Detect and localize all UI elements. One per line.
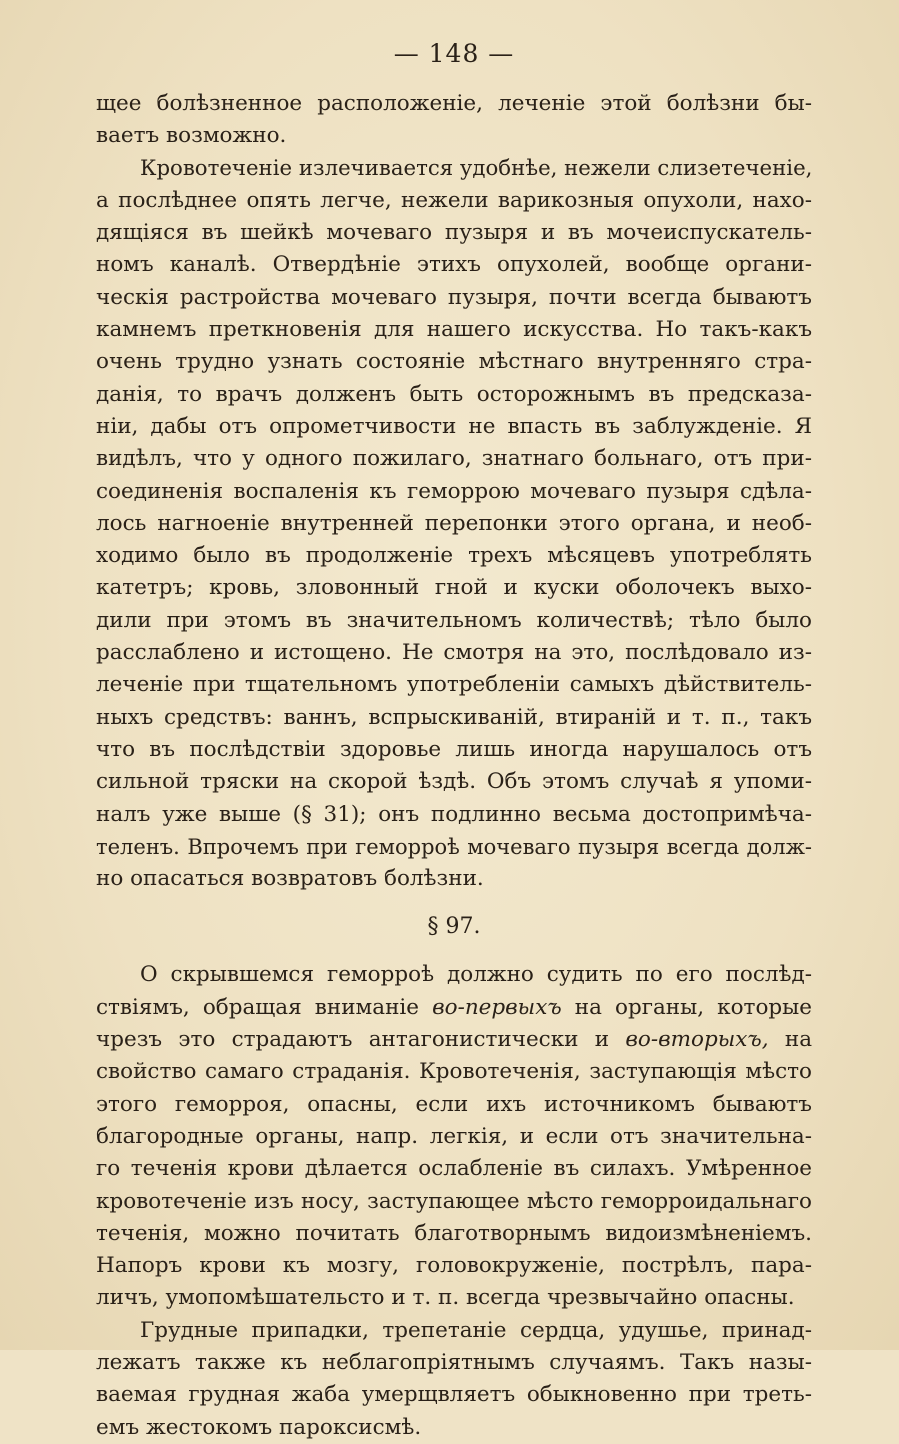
text-line: ніи, дабы отъ опрометчивости не впасть въ заблужденіе. Я <box>96 413 812 439</box>
text-line: благородные органы, напр. легкія, и если отъ значительна- <box>96 1123 812 1149</box>
paragraph-continuation <box>96 88 812 153</box>
text-line: катетръ; кровь, зловонный гной и куски оболочекъ выхо- <box>96 575 812 601</box>
text-line: Кровотеченіе излечивается удобнѣе, нежели слизетеченіе, <box>140 155 812 181</box>
text-line: кровотеченіе изъ носу, заступающее мѣсто геморроидальнаго <box>96 1188 812 1214</box>
text-run: чрезъ это страдаютъ антагонистически и <box>96 1027 626 1053</box>
text-line: леченіе при тщательномъ употребленіи самыхъ дѣйствитель- <box>96 672 812 698</box>
paragraph-prognosis <box>96 153 812 896</box>
text-line: лежатъ также къ неблагопріятнымъ случаямъ. Такъ назы- <box>96 1349 812 1375</box>
text-line: видѣлъ, что у одного пожилаго, знатнаго больнаго, отъ при- <box>96 446 812 472</box>
text-line: но опасаться возвратовъ болѣзни. <box>96 866 484 892</box>
text-line: теленъ. Впрочемъ при геморроѣ мочеваго пузыря всегда долж- <box>96 834 812 859</box>
text-line: О скрывшемся геморроѣ должно судить по его послѣд- <box>140 962 812 988</box>
page-text <box>96 30 812 1444</box>
text-run: на органы, которые <box>561 994 812 1020</box>
text-run: ствіямъ, обращая вниманіе <box>96 994 433 1020</box>
text-line: дящіяся въ шейкѣ мочеваго пузыря и въ мочеиспускатель- <box>96 220 812 246</box>
text-line: соединенія воспаленія къ геморрою мочеваго пузыря сдѣла- <box>96 478 812 504</box>
page-number: — 148 — <box>393 39 515 68</box>
emphasis-text: во-вторыхъ, <box>625 1027 769 1053</box>
text-line: лось нагноеніе внутренней перепонки этого органа, и необ- <box>96 510 812 536</box>
text-line: ваемая грудная жаба умерщвляетъ обыкновенно при треть- <box>96 1382 812 1408</box>
text-line: ческія растройства мочеваго пузыря, почти всегда бываютъ <box>96 284 812 310</box>
text-line <box>96 992 812 1024</box>
text-line: ныхъ средствъ: ваннъ, вспрыскиваній, втираній и т. п., такъ <box>96 704 812 730</box>
text-line: го теченія крови дѣлается ослабленіе въ силахъ. Умѣренное <box>96 1156 812 1182</box>
text-line: налъ уже выше (§ 31); онъ подлинно весьма достопримѣча- <box>96 801 812 827</box>
text-line <box>96 1024 812 1056</box>
emphasis-text: во-первыхъ <box>432 994 562 1020</box>
text-line: ваетъ возможно. <box>96 123 287 149</box>
text-line: сильной тряски на скорой ѣздѣ. Объ этомъ случаѣ я упоми- <box>96 769 812 795</box>
text-line: камнемъ преткновенія для нашего искусства. Но такъ-какъ <box>96 317 812 343</box>
text-line: этого геморроя, опасны, если ихъ источникомъ бываютъ <box>96 1091 812 1117</box>
text-run: на <box>768 1027 812 1053</box>
section-heading: § 97. <box>427 914 481 940</box>
text-line: свойство самаго страданія. Кровотеченія, заступающія мѣсто <box>96 1059 812 1085</box>
text-line: теченія, можно почитать благотворнымъ видоизмѣненіемъ. <box>96 1220 812 1246</box>
text-line: емъ жестокомъ пароксисмѣ. <box>96 1414 422 1440</box>
paragraph-hidden-hemorrhoids <box>96 959 812 1314</box>
text-line: дили при этомъ въ значительномъ количествѣ; тѣло было <box>96 607 812 633</box>
text-line: ходимо было въ продолженіе трехъ мѣсяцевъ употреблять <box>96 543 812 569</box>
text-line: данія, то врачъ долженъ быть осторожнымъ въ предсказа- <box>96 381 812 407</box>
text-line: Грудные припадки, трепетаніе сердца, удушье, принад- <box>140 1317 812 1343</box>
text-line: что въ послѣдствіи здоровье лишь иногда нарушалось отъ <box>96 736 812 762</box>
text-line: номъ каналѣ. Отвердѣніе этихъ опухолей, вообще органи- <box>96 252 812 278</box>
text-line: Напоръ крови къ мозгу, головокруженіе, пострѣлъ, пара- <box>96 1253 812 1279</box>
text-line: а послѣднее опять легче, нежели варикозныя опухоли, нахо- <box>96 187 812 213</box>
text-line: расслаблено и истощено. Не смотря на это, послѣдовало из- <box>96 640 812 666</box>
text-line: щее болѣзненное расположеніе, леченіе этой болѣзни бы- <box>96 91 812 116</box>
paragraph-chest-symptoms <box>96 1315 812 1444</box>
text-line: очень трудно узнать состояніе мѣстнаго внутренняго стра- <box>96 349 812 375</box>
text-line: личъ, умопомѣшательсто и т. п. всегда чрезвычайно опасны. <box>96 1285 795 1311</box>
